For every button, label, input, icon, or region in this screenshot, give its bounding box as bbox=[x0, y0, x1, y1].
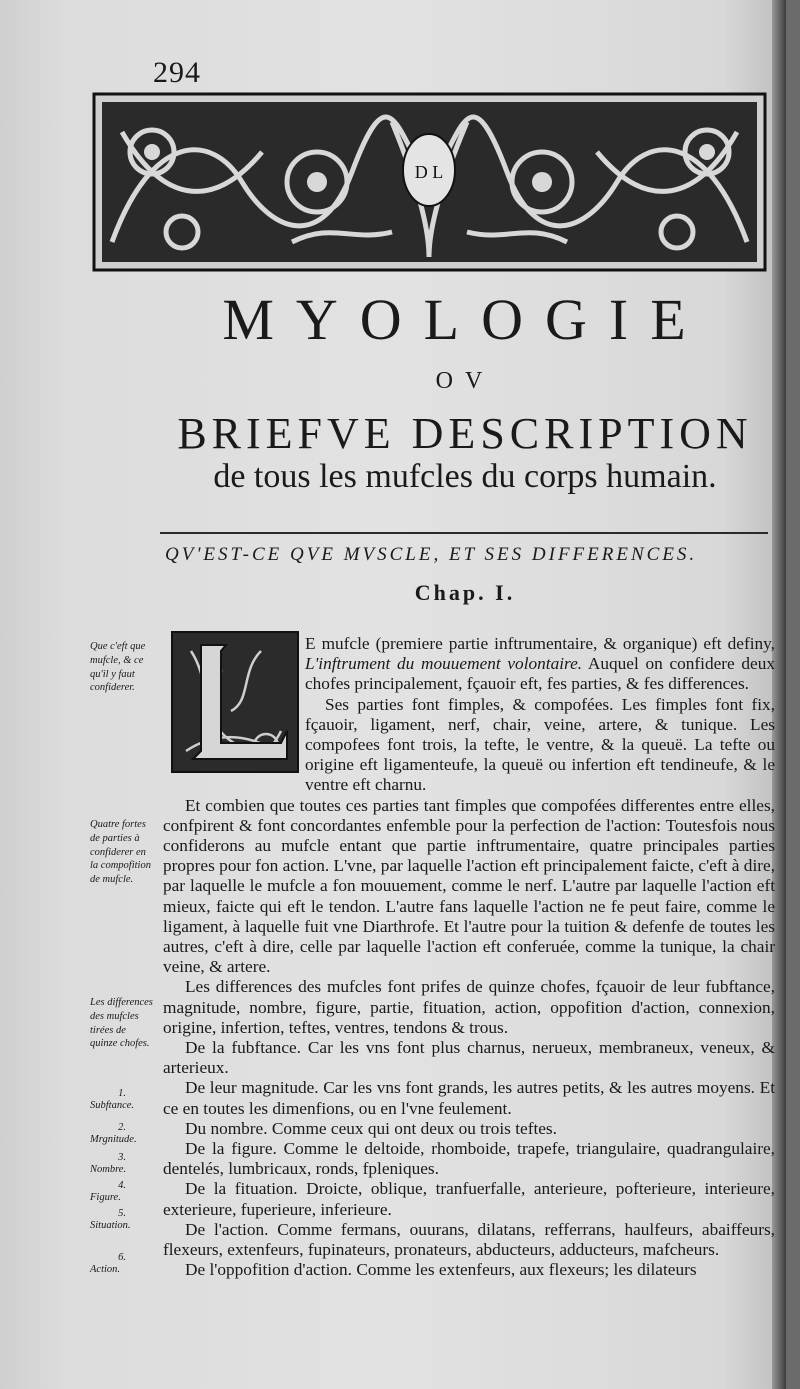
paragraph-11: De l'oppofition d'action. Comme les extenfeurs, aux flexeurs; les dilateurs bbox=[185, 1260, 697, 1280]
monogram: D L bbox=[414, 162, 444, 182]
margin-note-muscle-definition: Que c'eft que mufcle, & ce qu'il y faut confiderer. bbox=[90, 641, 146, 694]
margin-number-6: 6. Action. bbox=[90, 1252, 126, 1275]
paragraph-6: De leur magnitude. Car les vns font grands, les autres petits, & les autres moyens. Et ce en toutes les dimenfions, ou en l'vne feulement. bbox=[163, 1078, 775, 1118]
paragraph-3: Et combien que toutes ces parties tant fimples que compofées differentes entre elles, confpirent & font concordantes enfemble pour la perfection de l'action: Toutesfois nous confiderons au mufcle entant que partie inftrumentaire, quatre principales parties propres pour fon action. L'vne, par laquelle l'action eft principalement faicte, c'eft à dire, par laquelle le mufcle a fon mouuement, comme le nerf. L'autre par laquelle l'action eft mieux, faicte qui eft le tendon. L'autre fans laquelle l'action ne fe peut faire, comme le ligament, à laquelle fuit vne Diarthrofe. Et l'autre pour la tuition & defenfe de toutes les autres, c'eft à dire, celle par laquelle l'action eft conferuée, comme la tunique, la chair veine, & artere. bbox=[163, 795, 775, 977]
section-heading: QV'EST-CE QVE MVSCLE, ET SES DIFFERENCES. bbox=[165, 544, 698, 565]
page-number: 294 bbox=[153, 56, 201, 89]
paragraph-1: E mufcle (premiere partie inftrumentaire, & organique) eft definy, L'inftrument du mouuement volontaire. Auquel on confidere deux chofes principalement, fçauoir eft, fes parties, & fes differences. bbox=[305, 634, 775, 694]
margin-number-1: 1. Subftance. bbox=[90, 1088, 135, 1111]
book-title: MYOLOGIE bbox=[222, 287, 708, 352]
margin-note-four-parts: Quatre fortes de parties à confiderer en la compofition de mufcle. bbox=[90, 819, 151, 886]
margin-number-4: 4. Figure. bbox=[90, 1180, 126, 1203]
margin-number-3: 3. Nombre. bbox=[90, 1152, 127, 1175]
margin-note-differences: Les differences des mufcles tirées de quinze chofes. bbox=[90, 997, 153, 1050]
title-conjunction: OV bbox=[435, 368, 495, 394]
paragraph-2: Ses parties font fimples, & compofées. Les fimples font fix, fçauoir, ligament, nerf, chair, veine, artere, & tunique. Les compofees font trois, la tefte, le ventre, & la queuë. La tefte ou origine eft ligamenteufe, la queuë ou infertion eft tendineufe, & le ventre eft charnu. bbox=[305, 694, 775, 795]
margin-number-5: 5. Situation. bbox=[90, 1208, 131, 1231]
paragraph-9: De la fituation. Droicte, oblique, tranfuerfalle, anterieure, pofterieure, interieure, exterieure, fuperieure, inferieure. bbox=[163, 1179, 775, 1219]
paragraph-5: De la fubftance. Car les vns font plus charnus, nerueux, membraneux, veneux, & arterieux. bbox=[163, 1038, 775, 1078]
chapter-body bbox=[163, 634, 775, 1281]
chapter-heading: Chap. I. bbox=[414, 580, 516, 605]
subtitle-line-2: de tous les mufcles du corps humain. bbox=[213, 458, 717, 495]
margin-number-2: 2. Mrgnitude. bbox=[90, 1122, 137, 1145]
floral-headpiece-ornament-icon bbox=[92, 92, 767, 272]
paragraph-10: De l'action. Comme fermans, ouurans, dilatans, refferrans, haulfeurs, abaiffeurs, flexeurs, extenfeurs, fupinateurs, pronateurs, abducteurs, adducteurs, mafcheurs. bbox=[163, 1219, 775, 1260]
paragraph-8: De la figure. Comme le deltoide, rhomboide, trapefe, triangulaire, quadrangulaire, dentelés, lumbricaux, ronds, fpleniques. bbox=[163, 1139, 775, 1179]
subtitle: BRIEFVE DESCRIPTION bbox=[177, 409, 753, 458]
paragraph-4: Les differences des mufcles font prifes de quinze chofes, fçauoir de leur fubftance, magnitude, nombre, figure, partie, fituation, action, oppofition d'action, connexion, origine, infertion, teftes, ventres, tendons & trous. bbox=[163, 977, 775, 1037]
paragraph-7: Du nombre. Comme ceux qui ont deux ou trois teftes. bbox=[185, 1118, 557, 1138]
title-rule bbox=[160, 532, 768, 534]
